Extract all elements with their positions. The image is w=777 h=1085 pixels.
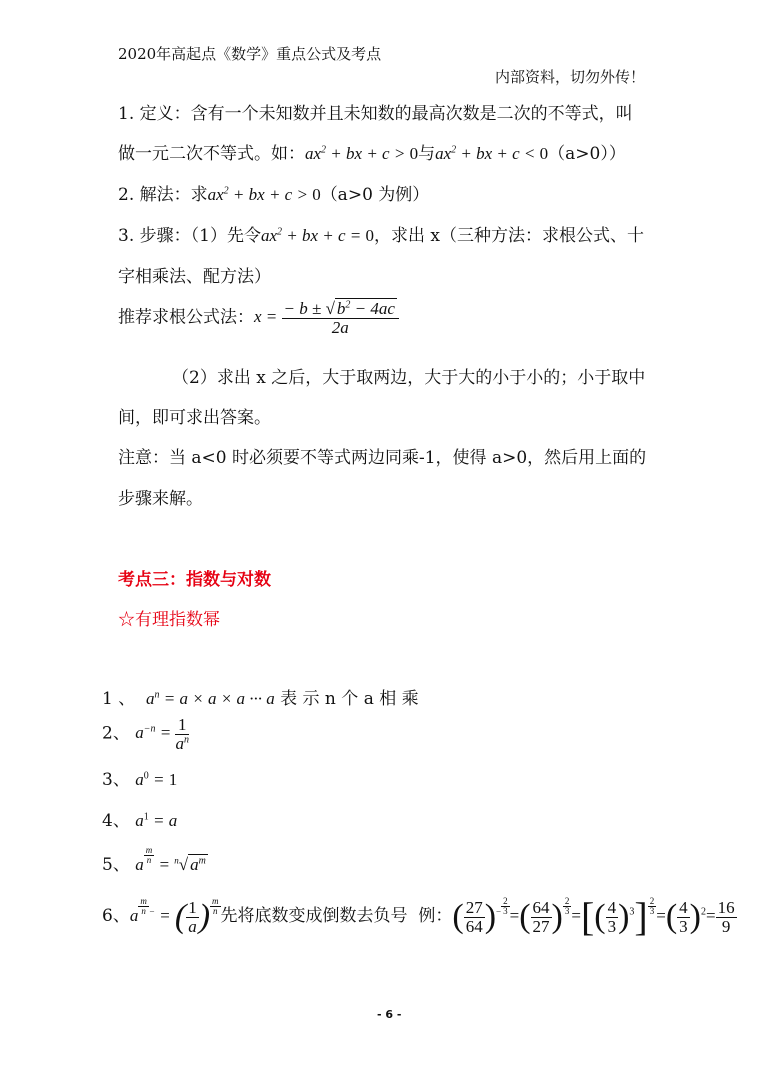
equation-formula: $ax^2$ + bx + c = bbox=[260, 226, 366, 245]
power-product-formula: $a^n = a \times a \times a$ ··· a bbox=[146, 689, 275, 708]
item-number: 6、 bbox=[102, 906, 130, 927]
exponent-rule-1 bbox=[102, 684, 419, 709]
negative-fraction-exponent-formula: a $\frac{m}{n}$ − = ( $\frac{1}{a}$ ) $\frac{m}{n}$ bbox=[129, 896, 219, 936]
item-number: 5、 bbox=[102, 855, 130, 876]
steps-line-2: 字相乘法、配方法） bbox=[118, 267, 271, 287]
inequality-greater-formula: $ax^2$ + bx + c > bbox=[305, 144, 410, 163]
solution-note: （a>0 为例） bbox=[320, 185, 430, 205]
zero-exponent-formula: $a^0 = 1$ bbox=[135, 770, 178, 789]
example-formula: ( $\frac{27}{64}$ )− $\frac{2}{3}$ =( $\frac{64}{27}$ ) $\frac{2}{3}$ =[( $\frac{4}{3}$ )$^3$] $\frac{2}{3}$ =( $\frac{4}{3}$ )$^2$= $\frac{16}{9}$ bbox=[452, 894, 735, 940]
quadratic-formula-line bbox=[118, 300, 399, 337]
example-label: 例： bbox=[418, 906, 453, 927]
steps-label: 3. 步骤：（1）先令 bbox=[118, 226, 261, 246]
and-text: 与 bbox=[418, 144, 436, 164]
rule-6-text: 先将底数变成倒数去负号 bbox=[220, 906, 408, 927]
exponent-rule-4 bbox=[102, 806, 177, 831]
definition-line-2-text: 做一元二次不等式。如： bbox=[118, 144, 305, 164]
exponent-rule-5 bbox=[102, 846, 208, 875]
fractional-exponent-formula: a $\frac{m}{n}$ = $^n$√ $a^m$ bbox=[135, 845, 206, 875]
note-line-2: 步骤来解。 bbox=[118, 489, 203, 509]
solution-formula: $ax^2$ + bx + c > bbox=[207, 185, 313, 204]
step2-line-2: 间，即可求出答案。 bbox=[118, 408, 271, 428]
document-title: 2020年高起点《数学》重点公式及考点 bbox=[118, 45, 382, 63]
item-number: 4、 bbox=[102, 811, 130, 831]
inequality-less-formula: $ax^2$ + bx + c < bbox=[435, 144, 540, 163]
steps-line-1: 3. 步骤：（1）先令$ax^2$ + bx + c = 0，求出 x（三种方法：求根公式、十 bbox=[118, 226, 645, 246]
rule-1-text: 表 示 n 个 a 相 乘 bbox=[280, 689, 419, 709]
quadratic-formula: x = $\frac{- b \pm √ b^2 - 4ac}{2a}$ bbox=[254, 307, 399, 326]
section-heading: 考点三：指数与对数 bbox=[118, 570, 271, 590]
solution-label: 2. 解法：求 bbox=[118, 185, 208, 205]
definition-line-1: 1. 定义：含有一个未知数并且未知数的最高次数是二次的不等式，叫 bbox=[118, 104, 633, 124]
step2-line-1: （2）求出 x 之后，大于取两边，大于大的小于小的；小于取中 bbox=[172, 368, 646, 388]
condition-text: （a>0）） bbox=[548, 144, 626, 164]
confidential-note: 内部资料，切勿外传！ bbox=[495, 68, 646, 86]
definition-line-2: 做一元二次不等式。如：$ax^2$ + bx + c > 0与$ax^2$ + bx + c < 0（a>0）） bbox=[118, 144, 626, 164]
recommend-label: 推荐求根公式法： bbox=[118, 307, 254, 328]
exponent-rule-2 bbox=[102, 716, 189, 753]
item-number: 2、 bbox=[102, 723, 130, 744]
note-line-1: 注意：当 a<0 时必须要不等式两边同乘-1，使得 a>0，然后用上面的 bbox=[118, 448, 647, 468]
exponent-rule-6 bbox=[102, 894, 737, 940]
item-number: 3、 bbox=[102, 770, 130, 790]
negative-exponent-formula: $a^{-n}$ = $\frac{1}{a^n}$ bbox=[135, 715, 189, 753]
section-subheading: ☆有理指数幂 bbox=[118, 610, 220, 630]
exponent-rule-3 bbox=[102, 765, 177, 790]
page-number: - 6 - bbox=[377, 1008, 402, 1021]
item-number: 1 、 bbox=[102, 689, 136, 709]
steps-text: ，求出 x（三种方法：求根公式、十 bbox=[374, 226, 645, 246]
solution-line: 2. 解法：求$ax^2$ + bx + c > 0（a>0 为例） bbox=[118, 185, 430, 205]
first-power-formula: $a^1 = a$ bbox=[135, 811, 178, 830]
